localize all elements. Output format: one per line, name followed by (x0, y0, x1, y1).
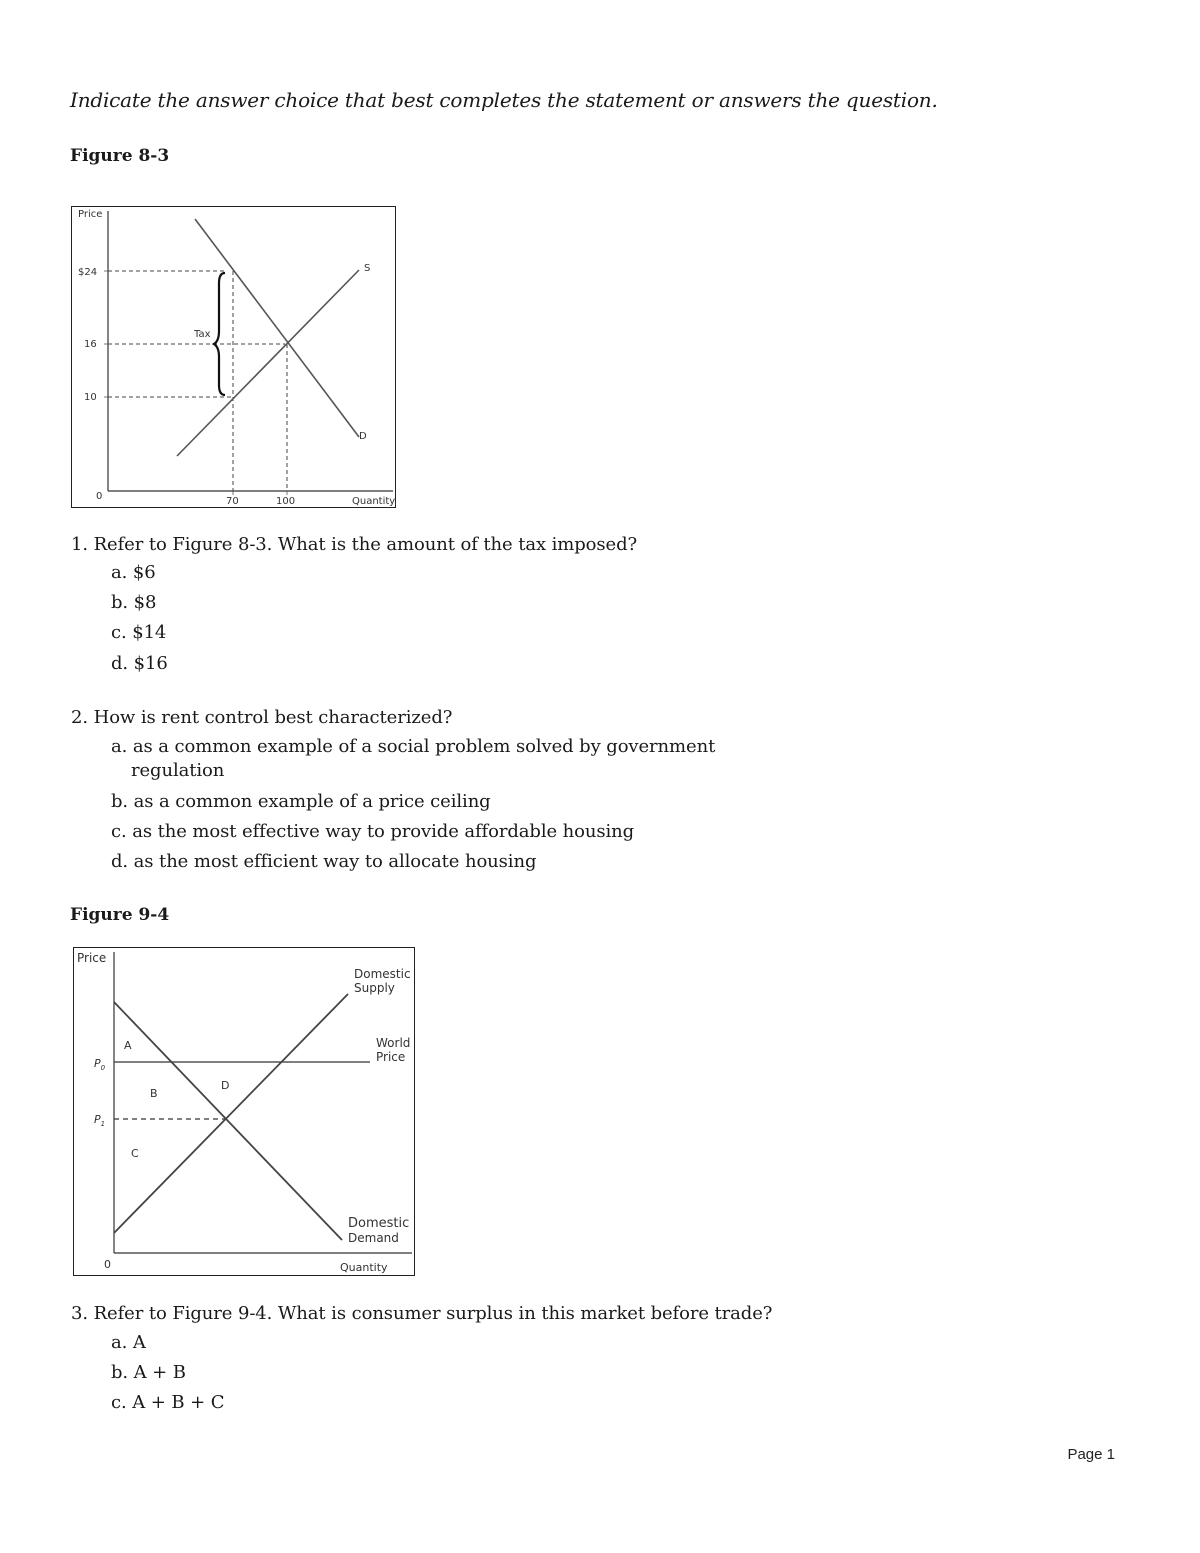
question-1: 1. Refer to Figure 8-3. What is the amount of the tax imposed? (71, 534, 638, 555)
area-a-label: A (124, 1039, 132, 1052)
origin-label: 0 (104, 1258, 111, 1271)
p1-label: $P_1$ (94, 1113, 106, 1128)
quantity-100-label: 100 (276, 496, 296, 507)
domestic-supply-curve (114, 994, 348, 1233)
demand-label: D (359, 431, 367, 442)
domestic-supply-label-1: Domestic (354, 967, 411, 981)
q2-option-c[interactable]: c. as the most effective way to provide affordable housing (111, 821, 635, 842)
q3-option-c[interactable]: c. A + B + C (111, 1392, 225, 1413)
y-axis-label: Price (77, 951, 107, 965)
domestic-demand-curve (114, 1002, 342, 1240)
guide-lines (108, 271, 287, 491)
q2-option-a[interactable]: a. as a common example of a social problem solved by government (111, 736, 716, 757)
figure-9-4-title: Figure 9-4 (70, 905, 170, 925)
q3-option-b[interactable]: b. A + B (111, 1362, 186, 1383)
q2-option-b[interactable]: b. as a common example of a price ceiling (111, 791, 491, 812)
world-price-label-1: World (376, 1036, 411, 1050)
area-b-label: B (150, 1087, 158, 1100)
figure-9-4 (73, 947, 415, 1276)
quantity-70-label: 70 (226, 496, 239, 507)
x-axis-label: Quantity (340, 1261, 388, 1274)
price-24-label: $24 (78, 267, 98, 278)
y-axis-label: Price (78, 209, 103, 220)
world-price-label-2: Price (376, 1050, 406, 1064)
area-d-label: D (221, 1079, 230, 1092)
figure-8-3 (71, 206, 396, 508)
domestic-supply-label-2: Supply (354, 981, 395, 995)
tax-label: Tax (194, 329, 211, 340)
q3-option-a[interactable]: a. A (111, 1332, 146, 1353)
q2-option-a-continued: regulation (131, 760, 225, 781)
p0-label: $P_0$ (94, 1057, 106, 1072)
figure-8-3-title: Figure 8-3 (70, 146, 170, 166)
domestic-demand-label-2: Demand (348, 1231, 399, 1245)
question-3: 3. Refer to Figure 9-4. What is consumer surplus in this market before trade? (71, 1303, 773, 1324)
supply-curve (177, 270, 359, 456)
price-10-label: 10 (84, 392, 97, 403)
q2-option-d[interactable]: d. as the most efficient way to allocate housing (111, 851, 537, 872)
instructions: Indicate the answer choice that best completes the statement or answers the question. (70, 88, 938, 112)
x-axis-label: Quantity (352, 496, 395, 507)
question-2: 2. How is rent control best characterized? (71, 707, 453, 728)
page-number: Page 1 (1067, 1446, 1115, 1463)
origin-label: 0 (96, 491, 103, 502)
supply-label: S (364, 263, 371, 274)
tax-brace (214, 273, 225, 395)
domestic-demand-label-1: Domestic (348, 1216, 410, 1231)
q1-option-b[interactable]: b. $8 (111, 592, 157, 613)
q1-option-a[interactable]: a. $6 (111, 562, 156, 583)
area-c-label: C (131, 1147, 139, 1160)
q1-option-d[interactable]: d. $16 (111, 653, 168, 674)
price-16-label: 16 (84, 339, 97, 350)
q1-option-c[interactable]: c. $14 (111, 622, 167, 643)
